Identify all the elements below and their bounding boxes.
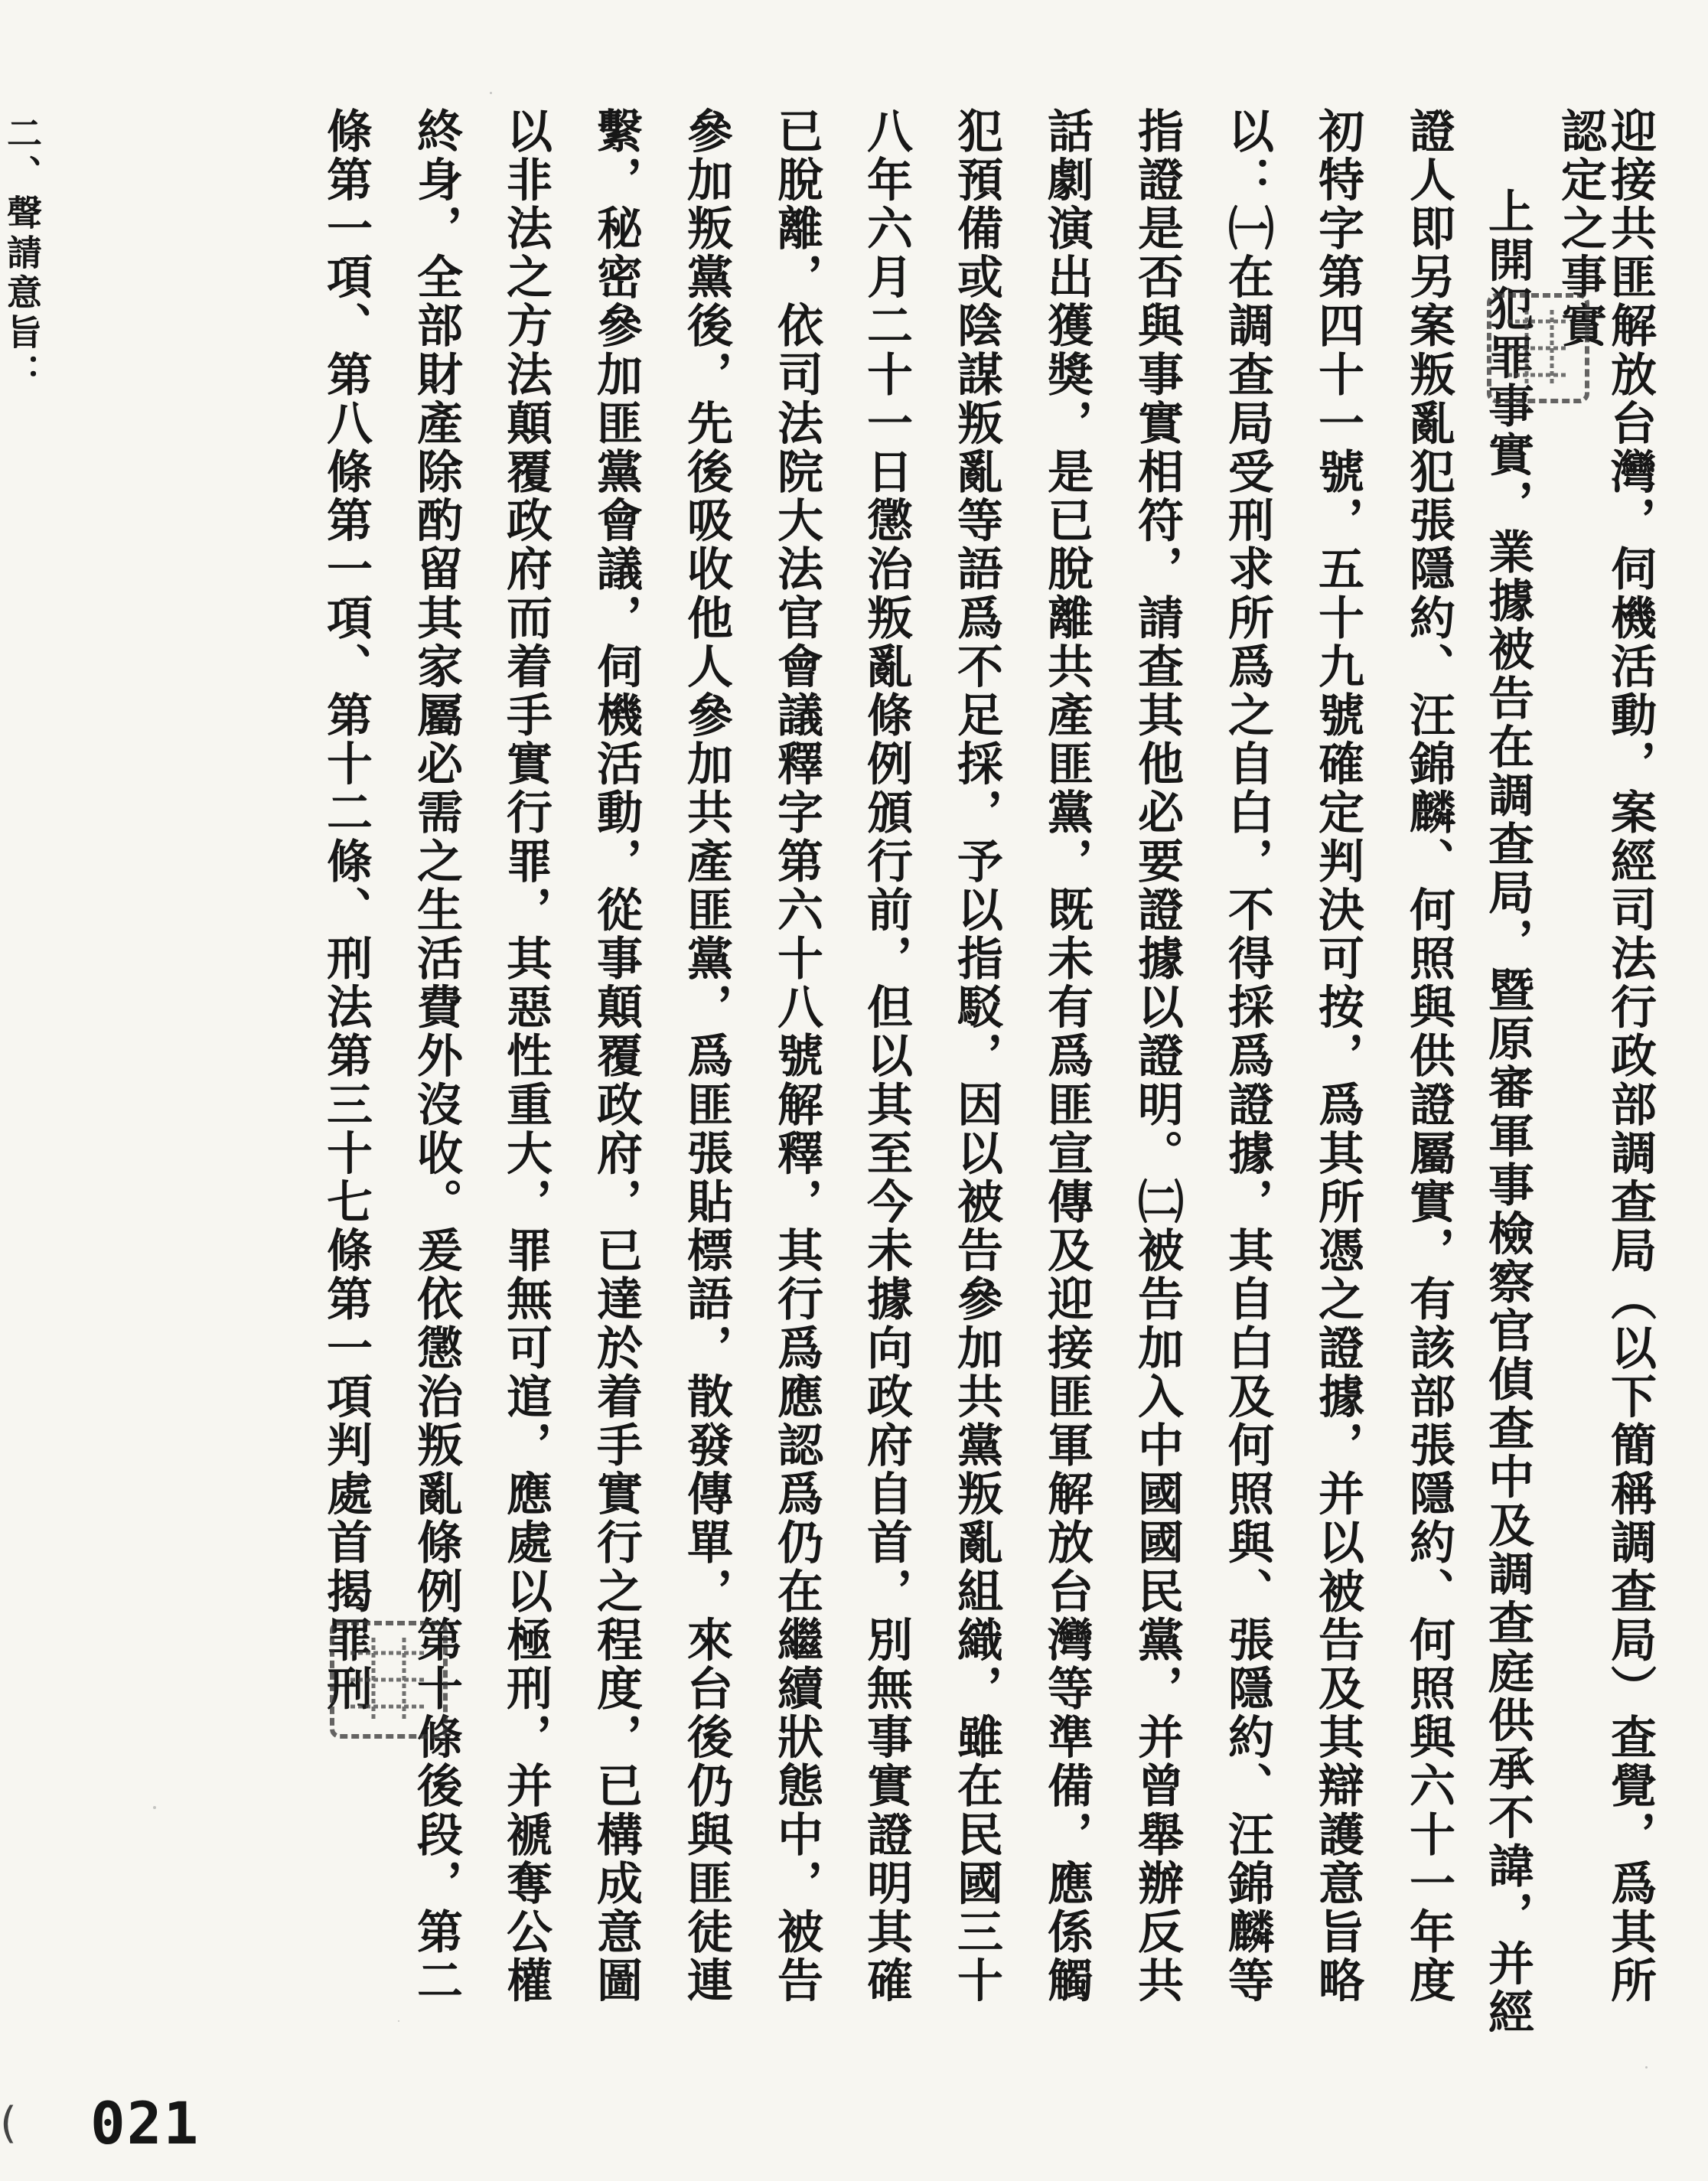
- seal-stamp-icon: [1485, 291, 1592, 406]
- scan-speck: [490, 92, 492, 94]
- section-heading: 二、聲請意旨：: [2, 115, 43, 393]
- text-column: 以非法之方法顛覆政府而着手實行罪，其惡性重大，罪無可逭，應處以極刑，并褫奪公權: [499, 107, 552, 2006]
- text-column: 迎接共匪解放台灣，伺機活動，案經司法行政部調查局（以下簡稱調查局）查覺，爲其所: [1603, 107, 1657, 2006]
- scan-speck: [398, 2020, 399, 2022]
- text-column: 繫，秘密參加匪黨會議，伺機活動，從事顛覆政府，已達於着手實行之程度，已構成意圖: [589, 107, 643, 2006]
- scan-speck: [1645, 2066, 1648, 2069]
- text-column: 終身，全部財產除酌留其家屬必需之生活費外沒收。爰依懲治叛亂條例第十條後段，第二: [409, 107, 463, 2006]
- margin-mark: (: [0, 2098, 17, 2148]
- text-column: 參加叛黨後，先後吸收他人參加共產匪黨，爲匪張貼標語，散發傳單，來台後仍與匪徒連: [680, 107, 733, 2006]
- scan-speck: [153, 1806, 156, 1809]
- text-column: 指證是否與事實相符，請查其他必要證據以證明。㈡被告加入中國國民黨，并曾舉辦反共: [1130, 107, 1184, 2006]
- text-column: 證人即另案叛亂犯張隱約、汪錦麟、何照與供證屬實，有該部張隱約、何照與六十一年度: [1402, 107, 1455, 2006]
- text-column: 初特字第四十一號，五十九號確定判決可按，爲其所憑之證據，并以被告及其辯護意旨略: [1311, 107, 1364, 2006]
- seal-stamp-icon: [328, 1619, 450, 1741]
- text-column: 已脫離，依司法院大法官會議釋字第六十八號解釋，其行爲應認爲仍在繼續狀態中，被告: [770, 107, 823, 2006]
- page-number: 021: [90, 2089, 200, 2157]
- text-column: 條第一項、第八條第一項、第十二條、刑法第三十七條第一項判處首揭罪刑: [319, 107, 373, 1713]
- text-column: 八年六月二十一日懲治叛亂條例頒行前，但以其至今未據向政府自首，別無事實證明其確: [859, 107, 913, 2006]
- text-column: 話劇演出獲獎，是已脫離共產匪黨，既未有爲匪宣傳及迎接匪軍解放台灣等準備，應係觸: [1040, 107, 1094, 2006]
- text-column: 認定之事實: [1553, 107, 1607, 350]
- text-column: 以：㈠在調查局受刑求所爲之自白，不得採爲證據，其自白及何照與、張隱約、汪錦麟等: [1221, 107, 1274, 2006]
- text-column: 犯預備或陰謀叛亂等語爲不足採，予以指駁，因以被告參加共黨叛亂組織，雖在民國三十: [950, 107, 1003, 2006]
- text-column: 上開犯罪事實，業據被告在調查局，暨原審軍事檢察官偵查中及調查庭供承不諱，并經: [1481, 187, 1534, 2037]
